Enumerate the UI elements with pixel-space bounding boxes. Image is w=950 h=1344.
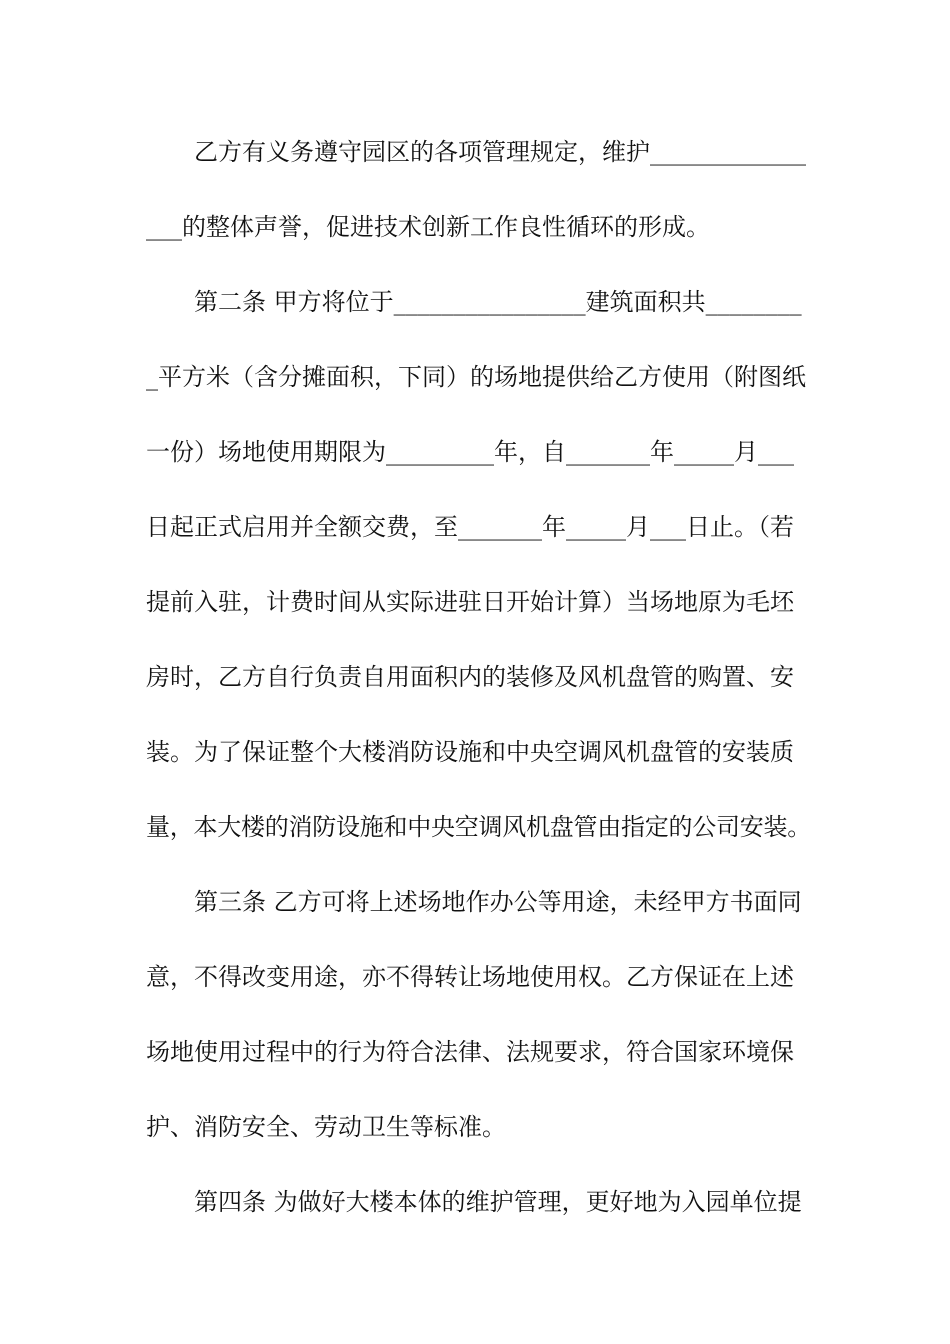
paragraph-line: 乙方有义务遵守园区的各项管理规定，维护_____________ [194,138,806,166]
paragraph-line: 装。为了保证整个大楼消防设施和中央空调风机盘管的安装质 [146,738,794,766]
paragraph-line: 第三条 乙方可将上述场地作办公等用途，未经甲方书面同 [194,888,802,916]
paragraph-line: 第二条 甲方将位于________________建筑面积共________ [194,288,802,316]
paragraph-line: _平方米（含分摊面积，下同）的场地提供给乙方使用（附图纸 [146,363,806,391]
paragraph-line: 意，不得改变用途，亦不得转让场地使用权。乙方保证在上述 [146,963,794,991]
paragraph-line: 一份）场地使用期限为_________年，自_______年_____月___ [146,438,794,466]
paragraph-line: 场地使用过程中的行为符合法律、法规要求，符合国家环境保 [146,1038,794,1066]
paragraph-line: 量，本大楼的消防设施和中央空调风机盘管由指定的公司安装。 [146,813,811,841]
paragraph-line: 第四条 为做好大楼本体的维护管理，更好地为入园单位提 [194,1188,802,1216]
paragraph-line: ___的整体声誉，促进技术创新工作良性循环的形成。 [146,213,710,241]
paragraph-line: 护、消防安全、劳动卫生等标准。 [146,1113,506,1141]
paragraph-line: 日起正式启用并全额交费，至_______年_____月___日止。（若 [146,513,794,541]
paragraph-line: 房时，乙方自行负责自用面积内的装修及风机盘管的购置、安 [146,663,794,691]
paragraph-line: 提前入驻，计费时间从实际进驻日开始计算）当场地原为毛坯 [146,588,794,616]
